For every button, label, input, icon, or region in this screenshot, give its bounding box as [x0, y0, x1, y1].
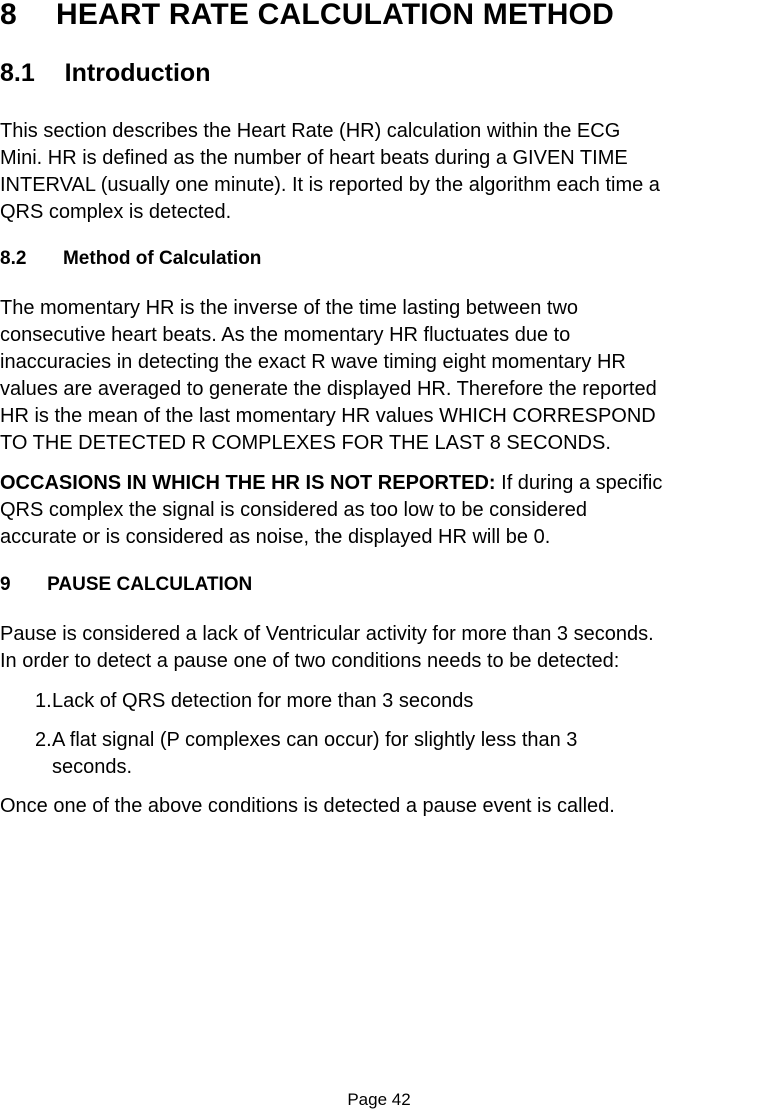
text-line: A flat signal (P complexes can occur) for slightly less than 3 [52, 729, 578, 751]
text-line: accurate or is considered as noise, the displayed HR will be 0. [0, 526, 551, 548]
text-line: Mini. HR is defined as the number of heart beats during a GIVEN TIME [0, 147, 628, 169]
section-title: Introduction [64, 59, 211, 87]
list-marker: 1. [35, 690, 52, 712]
text-line: seconds. [52, 756, 133, 778]
section-8-heading [0, 0, 614, 32]
section-9-heading [0, 574, 252, 596]
list-item [35, 688, 577, 715]
text-line: The momentary HR is the inverse of the time lasting between two [0, 297, 579, 319]
text-line: inaccuracies in detecting the exact R wave timing eight momentary HR [0, 351, 626, 373]
text-line: Lack of QRS detection for more than 3 seconds [52, 690, 474, 712]
text-line: Once one of the above conditions is detected a pause event is called. [0, 795, 615, 817]
intro-paragraph [0, 118, 660, 226]
list-marker: 2. [35, 729, 52, 751]
pause-conditions-list [35, 688, 577, 781]
text-line: INTERVAL (usually one minute). It is reported by the algorithm each time a [0, 174, 660, 196]
section-number: 8 [0, 0, 17, 31]
section-number: 8.1 [0, 59, 35, 87]
page-footer [0, 1090, 758, 1110]
section-title: HEART RATE CALCULATION METHOD [55, 0, 614, 31]
note-label: OCCASIONS IN WHICH THE HR IS NOT REPORTED: [0, 472, 496, 494]
section-number: 9 [0, 574, 11, 595]
text-line: consecutive heart beats. As the momentary HR fluctuates due to [0, 324, 571, 346]
section-number: 8.2 [0, 248, 27, 269]
list-item [35, 727, 577, 781]
text-line: TO THE DETECTED R COMPLEXES FOR THE LAST 8 SECONDS. [0, 432, 611, 454]
text-line: QRS complex is detected. [0, 201, 232, 223]
section-8-1-heading [0, 59, 210, 88]
pause-paragraph [0, 621, 654, 675]
text-line: In order to detect a pause one of two conditions needs to be detected: [0, 650, 620, 672]
text-line: values are averaged to generate the displayed HR. Therefore the reported [0, 378, 657, 400]
text-line: If during a specific [495, 472, 663, 494]
page-number: Page 42 [347, 1090, 411, 1109]
method-paragraph [0, 295, 657, 457]
section-title: Method of Calculation [62, 248, 262, 269]
text-line: HR is the mean of the last momentary HR values WHICH CORRESPOND [0, 405, 656, 427]
section-8-2-heading [0, 248, 261, 270]
section-title: PAUSE CALCULATION [47, 574, 253, 595]
text-line: This section describes the Heart Rate (HR) calculation within the ECG [0, 120, 621, 142]
text-line: Pause is considered a lack of Ventricular activity for more than 3 seconds. [0, 623, 654, 645]
pause-closing-sentence [0, 793, 615, 820]
text-line: QRS complex the signal is considered as too low to be considered [0, 499, 587, 521]
hr-not-reported-note [0, 470, 662, 551]
